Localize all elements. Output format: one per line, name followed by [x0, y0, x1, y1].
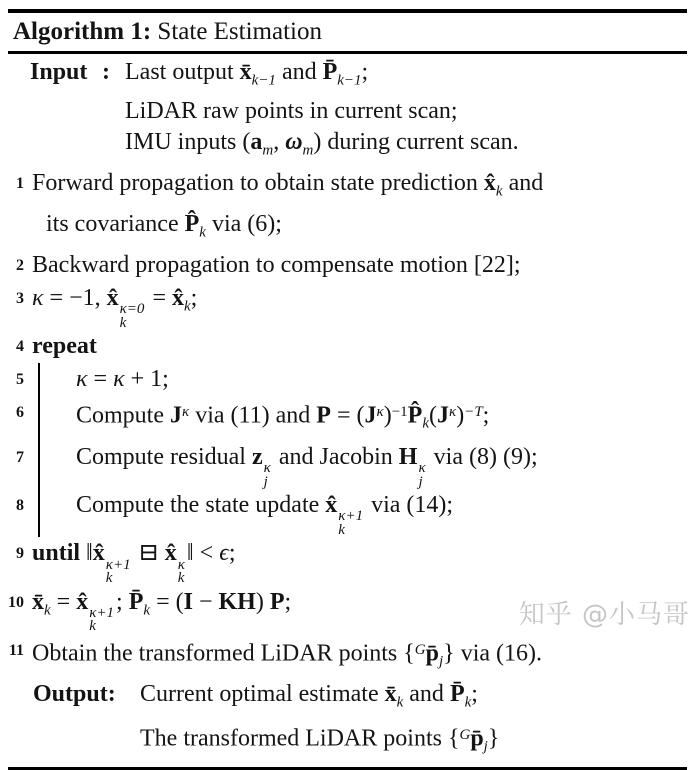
algo-line-8 [0, 489, 695, 537]
line-text: repeat [32, 333, 97, 360]
output-text: Current optimal estimate $x̄_k$ and $P̄_k$; [140, 681, 478, 711]
line-number: 5 [16, 371, 24, 389]
line-text: Compute residual z κ j and Jacobin H κ j via (8) (9); [38, 441, 695, 489]
watermark: 知乎 @小马哥 [518, 600, 690, 630]
line-number: 1 [16, 174, 24, 192]
line-text: $x̄_k$ = x̂ κ+1 k ; $P̄_k = (I - KH)$ P; [32, 588, 292, 635]
math-sup-sub: κ=0 k [119, 301, 145, 331]
line-number: 11 [8, 641, 24, 659]
algo-line-2 [0, 249, 695, 282]
line-text: until ‖x̂ κ+1 k ⊟ x̂ κ k ‖ < ϵ; [32, 540, 236, 587]
input-text: LiDAR raw points in current scan; [125, 98, 458, 125]
algorithm-figure [0, 9, 695, 755]
output-row [0, 719, 695, 763]
algorithm-number-label: Algorithm 1: [13, 18, 152, 45]
math-sup-sub: κ+1 k [105, 556, 131, 587]
line-text: Compute the state update x̂ κ+1 k via (14); [38, 489, 695, 537]
line-number: 10 [8, 593, 24, 611]
output-text: The transformed LiDAR points $\{^Gp̄_j\}$ [140, 724, 500, 755]
output-label: Output: [33, 681, 116, 708]
line-number: 7 [16, 448, 24, 466]
algo-line-5 [0, 363, 695, 396]
line-number: 2 [16, 257, 24, 274]
algo-line-11 [0, 634, 695, 679]
algorithm-header [0, 13, 695, 51]
input-label: Input [30, 59, 88, 85]
algo-line-7 [0, 441, 695, 489]
line-number: 9 [16, 545, 24, 563]
input-block [0, 54, 695, 167]
input-text: IMU inputs ($a_m$, $\omega_m$) during current scan. [125, 129, 519, 159]
line-number [0, 208, 24, 249]
input-colon: : [102, 59, 110, 85]
line-text: κ = κ + 1; [38, 363, 695, 396]
line-text: Obtain the transformed LiDAR points $\{^Gp̄_j\}$ via (16). [32, 640, 542, 670]
output-block [0, 678, 695, 762]
algo-line-1-continuation [0, 208, 695, 249]
math-sup-sub: κ+1 k [89, 604, 115, 635]
line-number: 4 [16, 338, 24, 356]
line-text: κ = −1, x̂ κ=0 k = $x̂_k$; [32, 285, 198, 331]
math-sup-sub: κ j [418, 460, 426, 490]
line-text: its covariance $P̂_k$ via (6); [46, 210, 282, 240]
math-sup-sub: κ k [177, 556, 185, 587]
input-row [0, 57, 695, 96]
output-row [0, 678, 695, 718]
math-sup-sub: κ+1 k [338, 508, 364, 538]
algo-line-9-until [0, 537, 695, 585]
line-number: 8 [16, 497, 24, 515]
algo-line-6 [0, 396, 695, 441]
algo-line-3 [0, 282, 695, 330]
input-row [0, 96, 695, 127]
math-sup-sub: κ j [263, 460, 271, 490]
input-row [0, 127, 695, 166]
line-text: Compute $J^\kappa$ via (11) and $P = (J^\kappa)^{-1}P̂_k(J^\kappa)^{-T}$; [38, 396, 695, 441]
algo-line-4-repeat [0, 330, 695, 363]
algorithm-title: State Estimation [157, 18, 322, 45]
algo-line-1 [0, 167, 695, 208]
input-text: Last output $x̄_{k-1}$ and $P̄_{k-1}$; [125, 59, 369, 89]
line-number: 6 [16, 404, 24, 422]
line-text: Forward propagation to obtain state prediction $x̂_k$ and [32, 169, 544, 199]
line-number: 3 [16, 290, 24, 307]
line-text: Backward propagation to compensate motion [22]; [32, 252, 521, 278]
